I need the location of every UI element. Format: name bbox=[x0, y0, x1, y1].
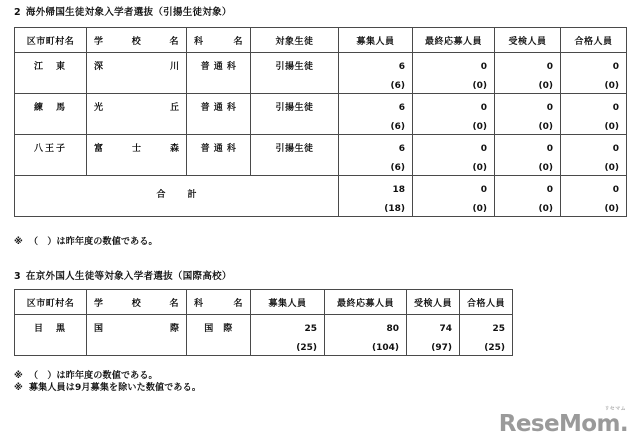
cell-applicants: 80 (104) bbox=[325, 315, 407, 356]
cell-passed: 0 (0) bbox=[561, 135, 627, 176]
cell-school: 富 士 森 bbox=[87, 135, 187, 176]
cell-total-applicants: 0 (0) bbox=[413, 176, 495, 217]
cell-city: 江 東 bbox=[15, 53, 87, 94]
cell-capacity: 6 (6) bbox=[339, 94, 413, 135]
logo-period: . bbox=[619, 411, 628, 437]
cell-applicants: 0 (0) bbox=[413, 94, 495, 135]
column-header-capacity: 募集人員 bbox=[339, 28, 413, 53]
column-header-city: 区市町村名 bbox=[15, 290, 87, 315]
logo-ruby-text: リセマム bbox=[604, 406, 626, 412]
cell-city: 八王子 bbox=[15, 135, 87, 176]
cell-total-passed: 0 (0) bbox=[561, 176, 627, 217]
logo-text: ReseMom bbox=[498, 411, 620, 437]
cell-total-examinees: 0 (0) bbox=[495, 176, 561, 217]
column-header-passed: 合格人員 bbox=[460, 290, 513, 315]
cell-school: 光 丘 bbox=[87, 94, 187, 135]
column-header-examinees: 受検人員 bbox=[407, 290, 460, 315]
table-row bbox=[15, 94, 627, 135]
cell-applicants: 0 (0) bbox=[413, 53, 495, 94]
column-header-city: 区市町村名 bbox=[15, 28, 87, 53]
note-mark: ※ bbox=[14, 383, 23, 393]
cell-capacity: 6 (6) bbox=[339, 135, 413, 176]
note-text: （ ）は昨年度の数値である。 bbox=[28, 371, 158, 381]
section-2-table bbox=[14, 27, 627, 217]
cell-city: 練 馬 bbox=[15, 94, 87, 135]
cell-course: 普 通 科 bbox=[187, 94, 251, 135]
cell-target: 引揚生徒 bbox=[251, 94, 339, 135]
cell-passed: 0 (0) bbox=[561, 94, 627, 135]
cell-school: 国 際 bbox=[87, 315, 187, 356]
section-2-note bbox=[14, 234, 158, 247]
cell-total-label: 合計 bbox=[15, 176, 339, 217]
column-header-examinees: 受検人員 bbox=[495, 28, 561, 53]
note-mark: ※ bbox=[14, 371, 23, 381]
cell-course: 国 際 bbox=[187, 315, 251, 356]
section-2-title: 海外帰国生徒対象入学者選抜（引揚生徒対象） bbox=[25, 7, 232, 18]
column-header-applicants: 最終応募人員 bbox=[325, 290, 407, 315]
column-header-target: 対象生徒 bbox=[251, 28, 339, 53]
note-mark: ※ bbox=[14, 237, 23, 247]
cell-examinees: 0 (0) bbox=[495, 94, 561, 135]
table-header-row bbox=[15, 28, 627, 53]
cell-target: 引揚生徒 bbox=[251, 53, 339, 94]
cell-school: 深 川 bbox=[87, 53, 187, 94]
table-row bbox=[15, 135, 627, 176]
table-row bbox=[15, 53, 627, 94]
cell-total-capacity: 18 (18) bbox=[339, 176, 413, 217]
column-header-school: 学 校 名 bbox=[87, 290, 187, 315]
cell-course: 普 通 科 bbox=[187, 53, 251, 94]
note-text: 募集人員は9月募集を除いた数値である。 bbox=[28, 383, 202, 393]
cell-examinees: 74 (97) bbox=[407, 315, 460, 356]
column-header-school: 学 校 名 bbox=[87, 28, 187, 53]
resemom-logo bbox=[498, 406, 628, 437]
column-header-capacity: 募集人員 bbox=[251, 290, 325, 315]
column-header-course: 科 名 bbox=[187, 28, 251, 53]
cell-capacity: 25 (25) bbox=[251, 315, 325, 356]
section-3-title: 在京外国人生徒等対象入学者選抜（国際高校） bbox=[25, 271, 232, 282]
column-header-course: 科 名 bbox=[187, 290, 251, 315]
cell-passed: 25 (25) bbox=[460, 315, 513, 356]
section-3-number: 3 bbox=[14, 271, 21, 282]
cell-city: 目 黒 bbox=[15, 315, 87, 356]
note-text: （ ）は昨年度の数値である。 bbox=[28, 237, 158, 247]
section-2-number: 2 bbox=[14, 7, 21, 18]
cell-capacity: 6 (6) bbox=[339, 53, 413, 94]
cell-course: 普 通 科 bbox=[187, 135, 251, 176]
section-3-table bbox=[14, 289, 513, 356]
table-total-row bbox=[15, 176, 627, 217]
column-header-passed: 合格人員 bbox=[561, 28, 627, 53]
cell-passed: 0 (0) bbox=[561, 53, 627, 94]
section-3-note-2 bbox=[14, 380, 201, 393]
section-3-heading bbox=[14, 268, 232, 282]
table-row bbox=[15, 315, 513, 356]
cell-applicants: 0 (0) bbox=[413, 135, 495, 176]
cell-target: 引揚生徒 bbox=[251, 135, 339, 176]
cell-examinees: 0 (0) bbox=[495, 53, 561, 94]
table-header-row bbox=[15, 290, 513, 315]
cell-examinees: 0 (0) bbox=[495, 135, 561, 176]
column-header-applicants: 最終応募人員 bbox=[413, 28, 495, 53]
section-2-heading bbox=[14, 4, 232, 18]
